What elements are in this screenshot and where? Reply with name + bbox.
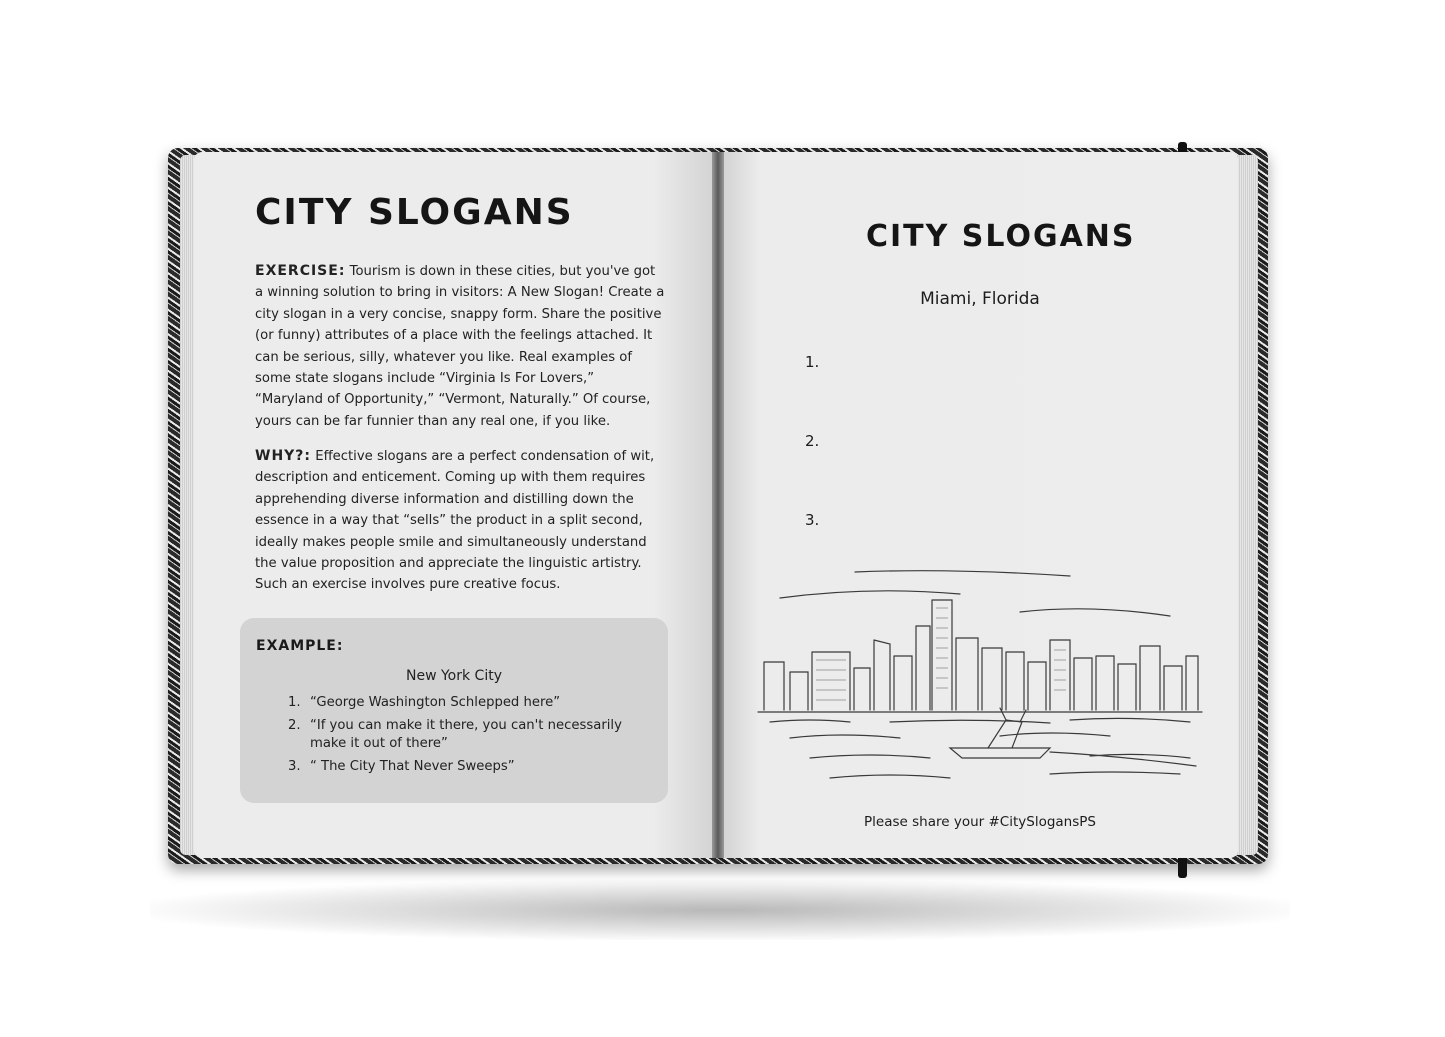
miami-skyline-illustration (750, 560, 1210, 790)
list-item-number: 3. (288, 759, 301, 774)
example-label: EXAMPLE: (256, 638, 344, 654)
exercise-text: Tourism is down in these cities, but you've got a winning solution to bring in visitors: A New Slogan! Create a city slogan in a very concise, snappy form. Share the positive (or funny) attributes of a place with the feelings attached. It can be serious, silly, whatever you like. Real examples of some state slogans include “Virginia Is For Lovers,” “Maryland of Opportunity,” “Vermont, Naturally.” Of course, yours can be far funnier than any real one, if you like. (255, 264, 665, 429)
list-item-text: “If you can make it there, you can't necessarily make it out of there” (310, 718, 622, 751)
answer-number-2: 2. (805, 432, 820, 450)
why-paragraph (255, 446, 665, 596)
share-hashtag-text: Please share your #CitySlogansPS (864, 814, 1096, 830)
answer-number-3: 3. (805, 511, 820, 529)
list-item-text: “George Washington Schlepped here” (310, 695, 561, 710)
list-item-text: “ The City That Never Sweeps” (310, 759, 515, 774)
example-list (288, 694, 628, 781)
book-spine (712, 152, 724, 858)
answer-number-1: 1. (805, 353, 820, 371)
list-item (288, 694, 628, 712)
example-city: New York City (406, 668, 502, 684)
city-name: Miami, Florida (920, 289, 1040, 309)
why-text: Effective slogans are a perfect condensation of wit, description and enticement. Coming up with them requires apprehending diverse information and distilling down the essence in a way that “sells” the product in a split second, ideally makes people smile and simultaneously understand the value proposition and appreciate the linguistic artistry. Such an exercise involves pure creative focus. (255, 449, 655, 593)
left-page-title: CITY SLOGANS (255, 192, 574, 233)
why-label: WHY?: (255, 448, 312, 464)
example-box (240, 618, 668, 803)
exercise-label: EXERCISE: (255, 263, 346, 279)
exercise-paragraph (255, 261, 665, 432)
list-item-number: 2. (288, 718, 301, 733)
right-page-title: CITY SLOGANS (866, 219, 1136, 254)
list-item-number: 1. (288, 695, 301, 710)
list-item (288, 717, 628, 753)
list-item (288, 758, 628, 776)
book-shadow (150, 880, 1290, 940)
